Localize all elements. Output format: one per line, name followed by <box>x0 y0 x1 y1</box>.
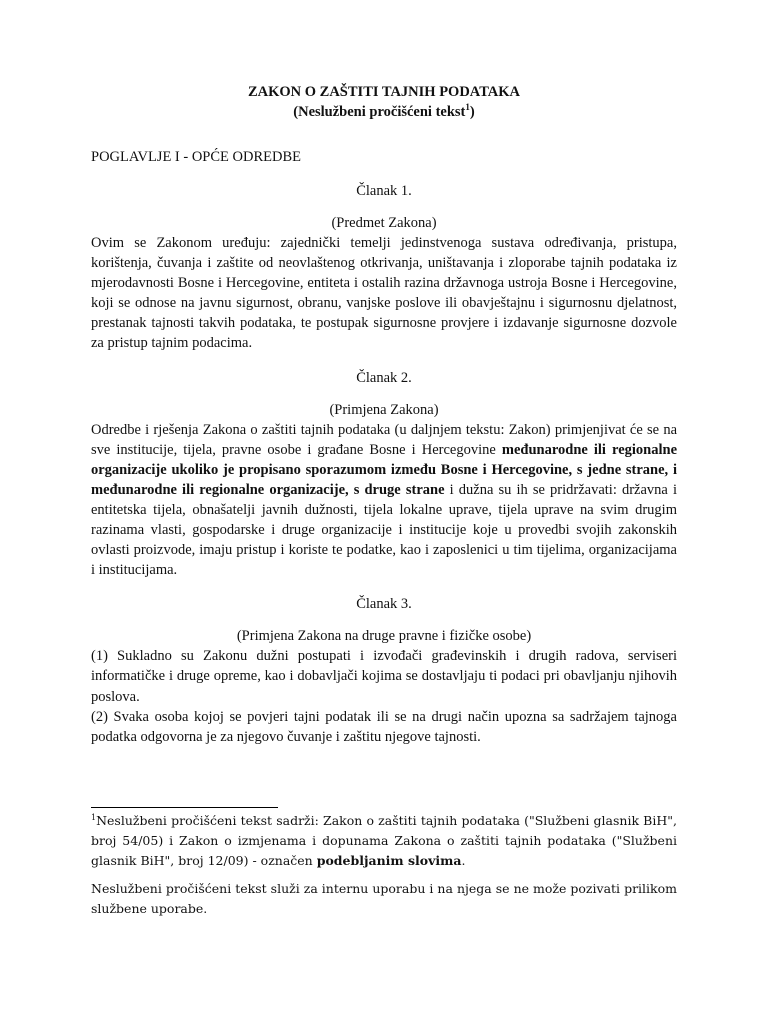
footnote-separator <box>91 807 278 808</box>
document-title: ZAKON O ZAŠTITI TAJNIH PODATAKA <box>247 84 521 100</box>
article-2-text-a: Odredbe i rješenja Zakona o zaštiti tajnih podataka (u daljnjem tekstu: Zakon) primjenjivat će se na sve institucije, tijela, pravne osobe i građane Bosne i Hercegovine <box>91 421 677 458</box>
footnote-text-b: . <box>461 853 466 868</box>
article-3-paragraph-1: (1) Sukladno su Zakonu dužni postupati i izvođači građevinskih i drugih radova, serviseri informatičke i druge opreme, kao i dobavljači kojima se dostavljaju ti podaci pri obavljanju njihovih poslova. <box>91 648 677 705</box>
document-subtitle <box>91 102 677 122</box>
article-1-name: (Predmet Zakona) <box>331 215 437 231</box>
footnote-text-a: Neslužbeni pročišćeni tekst sadrži: Zakon o zaštiti tajnih podataka ("Službeni glasnik BiH", broj 54/05) i Zakon o izmjenama i dopunama Zakona o zaštiti tajnih podataka ("Službeni glasnik BiH", broj 12/09) - označen <box>91 813 677 868</box>
article-1-text: Ovim se Zakonom uređuju: zajednički temelji jedinstvenoga sustava određivanja, pristupa, korištenja, čuvanja i zaštite od neovlaštenog otkrivanja, uništavanja i zloporabe tajnih podataka iz mjerodavnosti Bosne i Hercegovine, entiteta i ostalih razina državnoga ustroja Bosne i Hercegovine, koji se odnose na javnu sigurnost, obranu, vanjske poslove ili obavještajnu i sigurnosnu djelatnost, prestanak tajnosti takvih podataka, te postupak sigurnosne provjere i izdavanje sigurnosne dozvole za pristup tajnim podacima. <box>91 235 677 352</box>
article-3-number: Članak 3. <box>356 596 412 613</box>
chapter-heading: POGLAVLJE I - OPĆE ODREDBE <box>91 149 301 165</box>
footnote <box>91 811 677 919</box>
footnote-note: Neslužbeni pročišćeni tekst služi za internu uporabu i na njega se ne može pozivati prilikom službene uporabe. <box>91 881 677 916</box>
article-2-number: Članak 2. <box>356 369 412 386</box>
subtitle-close: ) <box>469 104 475 120</box>
article-1-number: Članak 1. <box>356 183 412 199</box>
article-2-text-b: i dužna su ih se pridržavati: državna i entitetska tijela, obnašatelji javnih dužnosti, tijela lokalne uprave, tijela uprave na svim drugim razinama vlasti, gospodarske i druge organizacije i institucije koje u provedbi svojih zakonskih ovlasti proizvode, imaju pristup i koriste te podatke, kao i zaposlenici u tim tijelima, organizacijama i institucijama. <box>91 481 677 579</box>
footnote-bold: podebljanim slovima <box>316 853 462 868</box>
article-2-text <box>91 420 677 581</box>
article-2-amendment-bold: međunarodne ili regionalne organizacije ukoliko je propisano sporazumom između Bosne i Hercegovine, s jedne strane, i međunarodne ili regionalne organizacije, s druge strane <box>91 441 678 498</box>
subtitle-text: (Neslužbeni pročišćeni tekst <box>293 104 466 120</box>
footnote-reference[interactable]: 1 <box>465 102 470 113</box>
article-3-name: (Primjena Zakona na druge pravne i fizičke osobe) <box>236 628 532 645</box>
footnote-mark: 1 <box>91 812 97 822</box>
footnote-text <box>91 811 677 871</box>
document-page <box>91 82 677 747</box>
article-3-paragraph-2: (2) Svaka osoba kojoj se povjeri tajni podatak ili se na drugi način upozna sa sadržajem tajnoga podatka odgovorna je za njegovo čuvanje i zaštitu njegove tajnosti. <box>91 708 677 745</box>
article-2-name: (Primjena Zakona) <box>329 401 439 418</box>
